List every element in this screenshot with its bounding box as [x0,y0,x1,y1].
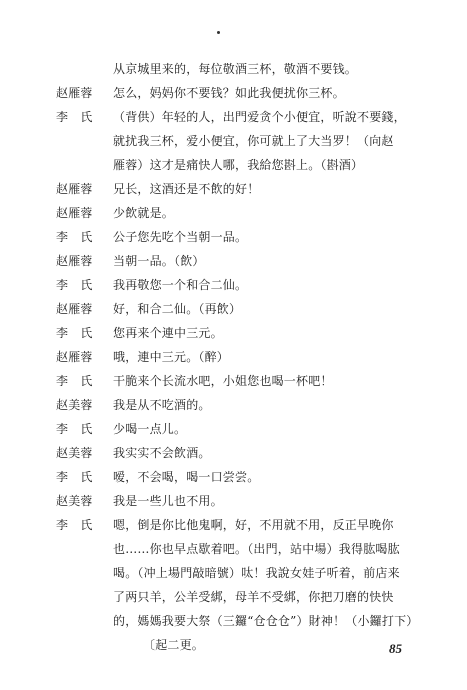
speaker-name: 李 氏 [56,422,93,436]
script-line [0,392,467,418]
dialogue-text: 我实实不会飲酒。 [113,446,211,460]
speaker-name: 李 氏 [56,326,93,340]
speaker-name: 赵美蓉 [56,446,93,460]
speaker-name: 赵雁蓉 [56,350,93,364]
script-line [0,584,467,610]
speaker-name: 赵雁蓉 [56,254,93,268]
speaker-name: 赵美蓉 [56,398,93,412]
script-line [0,248,467,274]
dialogue-text: 哦，連中三元。（醉） [113,350,230,364]
script-line [0,512,467,538]
dialogue-text: 嗳，不会喝，喝一口尝尝。 [113,470,260,484]
script-line [0,56,467,82]
dialogue-continuation: 〔起二更。 [143,638,205,652]
script-line [0,272,467,298]
dialogue-text: 兄长，这酒还是不飲的好！ [113,182,260,196]
speaker-name: 赵雁蓉 [56,86,93,100]
speaker-name: 李 氏 [56,230,93,244]
script-line [0,104,467,130]
dialogue-text: 我是一些儿也不用。 [113,494,223,508]
script-line [0,464,467,490]
dialogue-text: 干脆来个长流水吧，小姐您也喝一杯吧！ [113,374,333,388]
speaker-name: 李 氏 [56,518,93,532]
script-line [0,320,467,346]
script-line [0,488,467,514]
dialogue-text: 嗯，倒是你比他鬼啊，好，不用就不用，反正早晚你 [113,518,394,532]
dialogue-text: 我是从不吃酒的。 [113,398,211,412]
script-line [0,80,467,106]
dialogue-text: 我再敬您一个和合二仙。 [113,278,248,292]
script-line [0,560,467,586]
script-line [0,128,467,154]
script-line [0,608,467,634]
speaker-name: 李 氏 [56,278,93,292]
dialogue-continuation: 雁蓉）这才是痛快人哪，我給您斟上。（斟酒） [113,158,364,172]
speaker-name: 赵雁蓉 [56,206,93,220]
dialogue-continuation: 从京城里来的，每位敬酒三杯，敬酒不要钱。 [113,62,358,76]
script-line [0,152,467,178]
script-line [0,440,467,466]
speaker-name: 赵美蓉 [56,494,93,508]
dialogue-text: 少飲就是。 [113,206,175,220]
speaker-name: 赵雁蓉 [56,182,93,196]
speaker-name: 李 氏 [56,470,93,484]
script-line [0,416,467,442]
script-line [0,296,467,322]
script-line [0,224,467,250]
script-line [0,536,467,562]
speaker-name: 赵雁蓉 [56,302,93,316]
page-mark [217,31,220,34]
speaker-name: 李 氏 [56,374,93,388]
dialogue-text: 公子您先吃个当朝一品。 [113,230,248,244]
dialogue-text: 怎么，妈妈你不要钱？如此我便扰你三杯。 [113,86,345,100]
dialogue-text: 您再来个連中三元。 [113,326,223,340]
speaker-name: 李 氏 [56,110,93,124]
dialogue-text: 好，和合二仙。（再飲） [113,302,242,316]
page-number: 85 [389,641,402,656]
dialogue-text: 当朝一品。（飲） [113,254,205,268]
script-line [0,344,467,370]
dialogue-continuation: 了两只羊，公羊受綁，母羊不受綁，你把刀磨的快快 [113,590,394,604]
dialogue-continuation: 喝。（冲上場門敲暗號）呔！我說女娃子听着，前店来 [113,566,400,580]
script-line [0,368,467,394]
dialogue-continuation: 就扰我三杯，爱小便宜，你可就上了大当罗！（向赵 [113,134,394,148]
dialogue-text: （背供）年轻的人，出門爱贪个小便宜，听說不要錢， [113,110,406,124]
dialogue-continuation: 也……你也早点歇着吧。（出門，站中場）我得肱喝肱 [113,542,400,556]
script-line [0,200,467,226]
dialogue-text: 少喝一点儿。 [113,422,187,436]
dialogue-continuation: 的，媽媽我要大祭（三鑼“仓仓仓”）財神！（小鑼打下） [113,614,419,628]
script-line [0,176,467,202]
